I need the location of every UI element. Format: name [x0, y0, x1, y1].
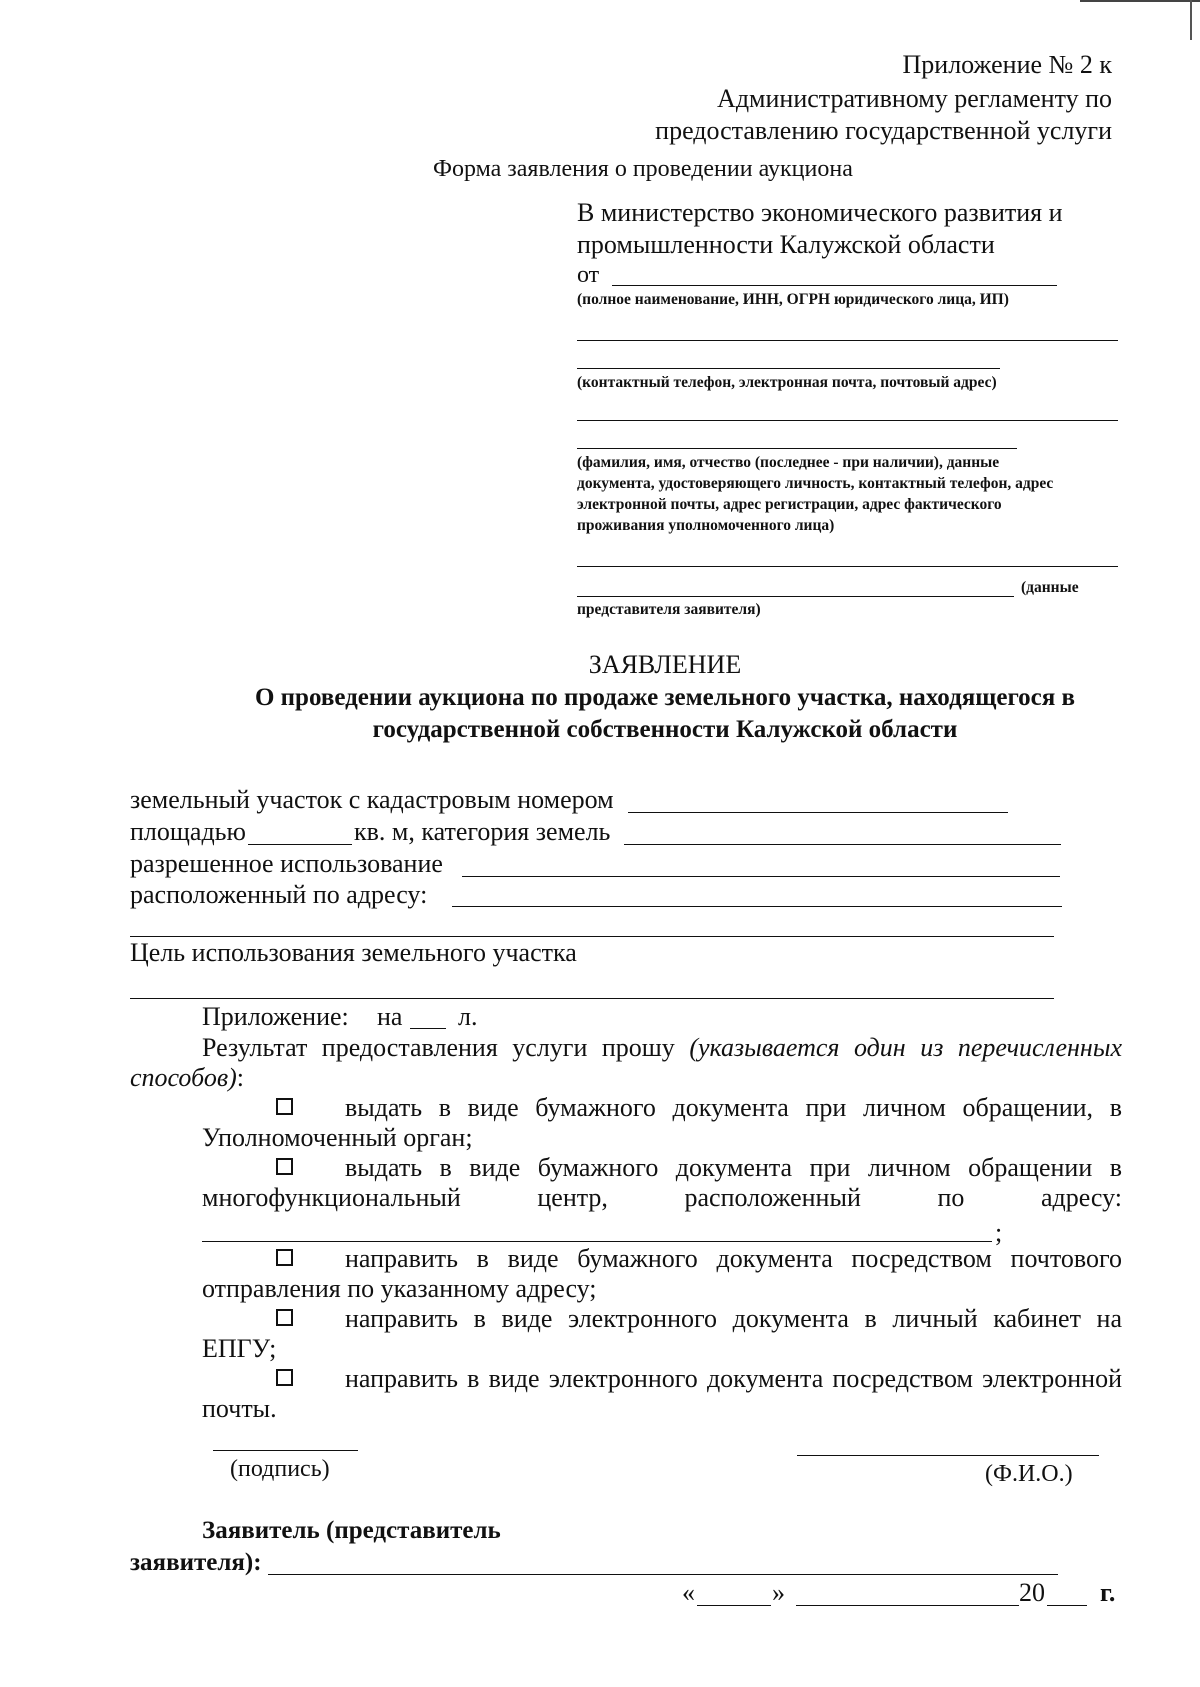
appendix-line-3: предоставлению государственной услуги	[655, 116, 1112, 145]
full-name-field[interactable]	[797, 1455, 1099, 1456]
from-label: от	[577, 262, 600, 288]
applicant-hint: (полное наименование, ИНН, ОГРН юридического лица, ИП)	[577, 291, 1009, 308]
cadastral-number-field[interactable]	[628, 812, 1008, 813]
applicant-name-field[interactable]	[612, 285, 1057, 286]
area-field[interactable]	[248, 844, 352, 845]
option-3-checkbox[interactable]	[276, 1249, 293, 1266]
attachment-sheets-field[interactable]	[410, 1028, 446, 1029]
option-4-checkbox[interactable]	[276, 1309, 293, 1326]
date-year-suffix: г.	[1100, 1578, 1116, 1607]
rep-data-hint-1: (данные	[1021, 579, 1079, 596]
statement-subtitle-2: государственной собственности Калужской области	[372, 716, 958, 743]
option-2-line-2: многофункциональный центр, расположенный по адресу:	[202, 1183, 1122, 1212]
representative-hint-1: (фамилия, имя, отчество (последнее - при наличии), данные	[577, 454, 1000, 471]
option-5-line-2: почты.	[202, 1394, 277, 1423]
applicant-name-field-2[interactable]	[577, 340, 1118, 341]
result-intro: Результат предоставления услуги прошу (указывается один из перечисленных	[202, 1033, 1122, 1062]
date-open-quote: «	[682, 1578, 695, 1607]
signature-label: (подпись)	[230, 1456, 330, 1482]
result-intro-cont: способов):	[130, 1063, 245, 1092]
cadastral-label: земельный участок с кадастровым номером	[130, 785, 614, 814]
option-1-checkbox[interactable]	[276, 1098, 293, 1115]
attachment-on: на	[377, 1002, 403, 1031]
addressee-line-1: В министерство экономического развития и	[577, 198, 1063, 227]
contacts-hint: (контактный телефон, электронная почта, почтовый адрес)	[577, 374, 997, 391]
form-title: Форма заявления о проведении аукциона	[433, 156, 853, 182]
address-field-2[interactable]	[130, 936, 1054, 937]
permitted-use-field[interactable]	[462, 876, 1060, 877]
attachment-sheets: л.	[458, 1002, 478, 1031]
mfc-address-field[interactable]	[202, 1241, 992, 1242]
permitted-use-label: разрешенное использование	[130, 849, 443, 878]
option-2-line-1: выдать в виде бумажного документа при личном обращении в	[345, 1153, 1122, 1182]
addressee-line-2: промышленности Калужской области	[577, 230, 995, 259]
appendix-line-2: Административному регламенту по	[717, 84, 1112, 113]
date-close-quote: »	[772, 1578, 785, 1607]
representative-hint-3: электронной почты, адрес регистрации, адрес фактического	[577, 496, 1002, 513]
representative-hint-4: проживания уполномоченного лица)	[577, 517, 835, 534]
attachment-label: Приложение:	[202, 1002, 349, 1031]
date-month-field[interactable]	[796, 1605, 1019, 1606]
representative-data-field[interactable]	[577, 596, 1014, 597]
scan-edge-top	[1080, 0, 1200, 2]
option-5-checkbox[interactable]	[276, 1369, 293, 1386]
option-4-line-1: направить в виде электронного документа в личный кабинет на	[345, 1304, 1122, 1333]
option-2-line-3: ;	[995, 1218, 1003, 1247]
option-1-line-2: Уполномоченный орган;	[202, 1123, 473, 1152]
address-field[interactable]	[452, 906, 1062, 907]
option-5-line-1: направить в виде электронного документа посредством электронной	[345, 1364, 1122, 1393]
contacts-field-2[interactable]	[577, 420, 1118, 421]
appendix-line-1: Приложение № 2 к	[902, 50, 1112, 79]
option-2-checkbox[interactable]	[276, 1158, 293, 1175]
date-year-field[interactable]	[1047, 1605, 1087, 1606]
area-label: площадью	[130, 817, 246, 846]
address-label: расположенный по адресу:	[130, 880, 428, 909]
applicant-label-2: заявителя):	[130, 1549, 262, 1576]
option-1-line-1: выдать в виде бумажного документа при личном обращении, в	[345, 1093, 1122, 1122]
purpose-label: Цель использования земельного участка	[130, 938, 577, 967]
contacts-field[interactable]	[577, 368, 1000, 369]
representative-field-2[interactable]	[577, 566, 1118, 567]
scan-edge-right	[1190, 0, 1192, 40]
full-name-label: (Ф.И.О.)	[985, 1461, 1073, 1487]
date-year-prefix: 20	[1019, 1578, 1045, 1607]
representative-field[interactable]	[577, 448, 1017, 449]
applicant-field[interactable]	[268, 1574, 1058, 1575]
signature-field[interactable]	[213, 1450, 358, 1451]
statement-title: ЗАЯВЛЕНИЕ	[588, 650, 742, 679]
land-category-field[interactable]	[624, 844, 1061, 845]
purpose-field[interactable]	[130, 998, 1054, 999]
representative-hint-2: документа, удостоверяющего личность, контактный телефон, адрес	[577, 475, 1054, 492]
option-4-line-2: ЕПГУ;	[202, 1334, 277, 1363]
area-unit-label: кв. м, категория земель	[354, 817, 611, 846]
option-3-line-2: отправления по указанному адресу;	[202, 1274, 597, 1303]
applicant-label-1: Заявитель (представитель	[202, 1517, 501, 1544]
statement-subtitle-1: О проведении аукциона по продаже земельного участка, находящегося в	[254, 684, 1076, 711]
rep-data-hint-2: представителя заявителя)	[577, 601, 761, 618]
option-3-line-1: направить в виде бумажного документа посредством почтового	[345, 1244, 1122, 1273]
date-day-field[interactable]	[697, 1605, 771, 1606]
